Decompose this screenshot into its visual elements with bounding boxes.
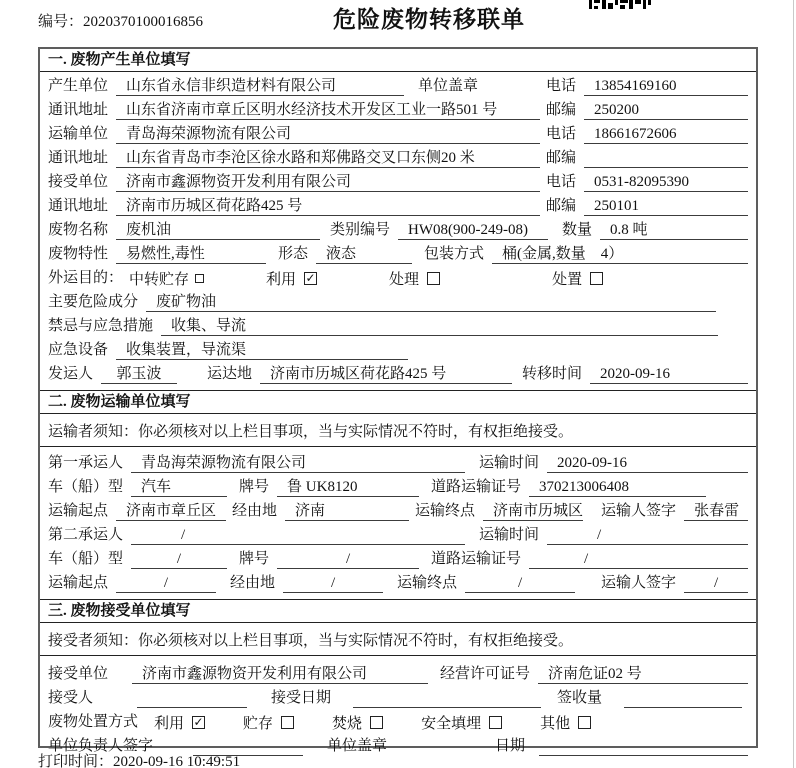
hazard-field: 废矿物油: [146, 293, 716, 312]
time2-field: /: [547, 526, 748, 545]
receiver-address-row: [48, 192, 748, 216]
shipper-field: 郭玉波: [101, 365, 177, 384]
via1-label: 经由地: [232, 503, 278, 519]
zip3-field: 250101: [584, 197, 748, 216]
time1-label: 运输时间: [479, 455, 540, 471]
permit1-label: 道路运输证号: [431, 479, 522, 495]
equipment-field: 收集装置，导流渠: [116, 341, 408, 360]
character-field: 易燃性,毒性: [116, 245, 266, 264]
checkbox-option-label: 利用: [154, 716, 185, 732]
page-edge-line: [793, 0, 794, 768]
via2-field: /: [283, 574, 383, 593]
transporter-row: [48, 120, 748, 144]
receiver-label: 接受单位: [48, 174, 109, 190]
receiver-row: [48, 168, 748, 192]
shipper-row: [48, 360, 748, 384]
addr3-field: 济南市历城区荷花路425 号: [116, 197, 540, 216]
checkbox-option: [154, 712, 205, 733]
route2-row: [48, 569, 748, 593]
producer-row: [48, 72, 748, 96]
transporter-notice: 运输者须知：你必须核对以上栏目事项，当与实际情况不符时，有权拒绝接受。: [40, 414, 756, 447]
equipment-label: 应急设备: [48, 342, 109, 358]
page-title: 危险废物转移联单: [333, 7, 525, 32]
manager-sign-label: 单位负责人签字: [48, 738, 154, 754]
transfer-time-field: 2020-09-16: [590, 365, 748, 384]
vehicle1-row: [48, 473, 748, 497]
emergency-label: 禁忌与应急措施: [48, 318, 154, 334]
permit2-label: 道路运输证号: [431, 551, 522, 567]
permit-label: 经营许可证号: [440, 666, 531, 682]
end1-label: 运输终点: [415, 503, 476, 519]
checkbox-checked[interactable]: ✓: [193, 715, 204, 729]
dest-field: 济南市历城区荷花路425 号: [260, 365, 512, 384]
zip3-label: 邮编: [545, 198, 576, 214]
checkbox-option-label: 贮存: [243, 716, 274, 732]
section2-header: 二. 废物运输单位填写: [40, 390, 756, 414]
waste-name-field: 废机油: [116, 221, 320, 240]
origin1-label: 运输起点: [48, 503, 109, 519]
checkbox-unchecked[interactable]: [489, 716, 502, 729]
vehicle2-row: [48, 545, 748, 569]
checkbox-option: [552, 268, 603, 289]
plate1-field: 鲁 UK8120: [277, 478, 419, 497]
plate1-label: 牌号: [239, 479, 270, 495]
section3-header: 三. 废物接受单位填写: [40, 599, 756, 623]
phone1-field: 13854169160: [584, 77, 748, 96]
end1-field: 济南市历城区: [483, 502, 583, 521]
accept-unit-label: 接受单位: [48, 666, 109, 682]
phone2-label: 电话: [545, 126, 576, 142]
checkbox-unchecked[interactable]: [590, 272, 603, 285]
checkbox-option-label: 利用: [266, 272, 297, 288]
checkbox-option-label: 焚烧: [332, 716, 363, 732]
date-label: 日期: [495, 738, 526, 754]
origin2-label: 运输起点: [48, 575, 109, 591]
accept-unit-field: 济南市鑫源物资开发利用有限公司: [132, 665, 428, 684]
quantity-field: 0.8 吨: [600, 221, 748, 240]
equipment-row: [48, 336, 748, 360]
checkbox-option-label: 处置: [552, 272, 583, 288]
checkbox-option-label: 处理: [389, 272, 420, 288]
purpose-row: [48, 264, 748, 288]
shipper-label: 发运人: [48, 366, 94, 382]
unit-seal-label-2: 单位盖章: [327, 738, 388, 754]
producer-address-row: [48, 96, 748, 120]
checkbox-option: [266, 268, 317, 289]
vehicle1-label: 车（船）型: [48, 479, 124, 495]
transporter-address-row: [48, 144, 748, 168]
quantity-label: 数量: [562, 222, 593, 238]
checkbox-option: [421, 712, 502, 733]
carrier1-row: [48, 449, 748, 473]
received-qty-label: 签收量: [557, 690, 603, 706]
producer-field: 山东省永信非织造材料有限公司: [116, 77, 404, 96]
addr2-label: 通讯地址: [48, 150, 109, 166]
form-field: 液态: [316, 245, 412, 264]
hazard-row: [48, 288, 748, 312]
checkbox-option: [389, 268, 440, 289]
sign2-field: /: [684, 574, 748, 593]
purpose-options: [129, 269, 603, 288]
print-time-value: 2020-09-16 10:49:51: [113, 754, 241, 768]
accept-unit-row: [48, 660, 748, 684]
sign2-label: 运输人签字: [601, 575, 677, 591]
print-time-label: 打印时间：: [38, 754, 114, 768]
serial-label: 编号：: [38, 14, 84, 30]
date-field: [539, 737, 748, 756]
zip2-field: [584, 149, 748, 168]
addr2-field: 山东省青岛市李沧区徐水路和郑佛路交叉口东侧20 米: [116, 149, 540, 168]
acceptor-label: 接受人: [48, 690, 94, 706]
end2-field: /: [465, 574, 575, 593]
manifest-table: [38, 47, 758, 754]
via1-field: 济南: [285, 502, 409, 521]
accept-date-field: [353, 689, 541, 708]
packing-field: 桶(金属,数量 4）: [492, 245, 748, 264]
time2-label: 运输时间: [479, 527, 540, 543]
disposal-label: 废物处置方式: [48, 714, 139, 730]
receiver-notice: 接受者须知：你必须核对以上栏目事项，当与实际情况不符时，有权拒绝接受。: [40, 623, 756, 656]
phone2-field: 18661672606: [584, 125, 748, 144]
waste-character-row: [48, 240, 748, 264]
origin1-field: 济南市章丘区: [116, 502, 226, 521]
accept-date-label: 接受日期: [271, 690, 332, 706]
checkbox-unchecked[interactable]: [281, 716, 294, 729]
checkbox-option: [332, 712, 383, 733]
checkbox-option: [540, 712, 591, 733]
category-label: 类别编号: [330, 222, 391, 238]
phone3-field: 0531-82095390: [584, 173, 748, 192]
carrier2-field: /: [131, 526, 465, 545]
unit-seal-label: 单位盖章: [418, 78, 479, 94]
producer-label: 产生单位: [48, 78, 109, 94]
zip1-label: 邮编: [545, 102, 576, 118]
checkbox-option: [243, 712, 294, 733]
disposal-row: [48, 708, 748, 732]
checkbox-option-label: 中转贮存: [129, 272, 190, 288]
section1-header: 一. 废物产生单位填写: [40, 49, 756, 72]
character-label: 废物特性: [48, 246, 109, 262]
receiver-field: 济南市鑫源物资开发利用有限公司: [116, 173, 540, 192]
checkbox-unchecked[interactable]: [195, 274, 204, 283]
emergency-row: [48, 312, 748, 336]
zip1-field: 250200: [584, 101, 748, 120]
checkbox-option-label: 安全填埋: [421, 716, 482, 732]
carrier2-row: [48, 521, 748, 545]
end2-label: 运输终点: [397, 575, 458, 591]
permit1-field: 370213006408: [529, 478, 706, 497]
emergency-field: 收集、导流: [161, 317, 718, 336]
sign1-label: 运输人签字: [601, 503, 677, 519]
checkbox-unchecked[interactable]: [370, 716, 383, 729]
phone3-label: 电话: [545, 174, 576, 190]
waste-name-row: [48, 216, 748, 240]
checkbox-option: [129, 268, 204, 289]
carrier2-label: 第二承运人: [48, 527, 124, 543]
acceptor-row: [48, 684, 748, 708]
serial-number-line: [38, 10, 203, 31]
hazard-label: 主要危险成分: [48, 294, 139, 310]
vehicle1-field: 汽车: [131, 478, 227, 497]
disposal-options: [154, 713, 591, 732]
purpose-label: 外运目的：: [48, 270, 124, 286]
vehicle2-label: 车（船）型: [48, 551, 124, 567]
carrier1-label: 第一承运人: [48, 455, 124, 471]
checkbox-checked[interactable]: ✓: [305, 271, 316, 285]
addr1-field: 山东省济南市章丘区明水经济技术开发区工业一路501 号: [116, 101, 540, 120]
origin2-field: /: [116, 574, 216, 593]
transporter-label: 运输单位: [48, 126, 109, 142]
addr3-label: 通讯地址: [48, 198, 109, 214]
zip2-label: 邮编: [545, 150, 576, 166]
serial-value: 2020370100016856: [83, 14, 204, 30]
checkbox-unchecked[interactable]: [578, 716, 591, 729]
carrier1-field: 青岛海荣源物流有限公司: [131, 454, 465, 473]
phone1-label: 电话: [545, 78, 576, 94]
transporter-field: 青岛海荣源物流有限公司: [116, 125, 540, 144]
addr1-label: 通讯地址: [48, 102, 109, 118]
via2-label: 经由地: [230, 575, 276, 591]
transfer-time-label: 转移时间: [522, 366, 583, 382]
permit-field: 济南危证02 号: [538, 665, 748, 684]
form-label: 形态: [278, 246, 309, 262]
packing-label: 包装方式: [424, 246, 485, 262]
checkbox-unchecked[interactable]: [427, 272, 440, 285]
plate2-label: 牌号: [239, 551, 270, 567]
permit2-field: /: [529, 550, 748, 569]
checkbox-option-label: 其他: [540, 716, 571, 732]
waste-name-label: 废物名称: [48, 222, 109, 238]
sign1-field: 张春雷: [684, 502, 748, 521]
acceptor-field: [137, 689, 247, 708]
plate2-field: /: [277, 550, 419, 569]
vehicle2-field: /: [131, 550, 227, 569]
category-field: HW08(900-249-08): [398, 221, 548, 240]
qr-code-fragment-icon: [589, 0, 651, 9]
time1-field: 2020-09-16: [547, 454, 748, 473]
dest-label: 运达地: [207, 366, 253, 382]
received-qty-field: [624, 689, 742, 708]
route1-row: [48, 497, 748, 521]
print-time-line: [38, 750, 240, 768]
